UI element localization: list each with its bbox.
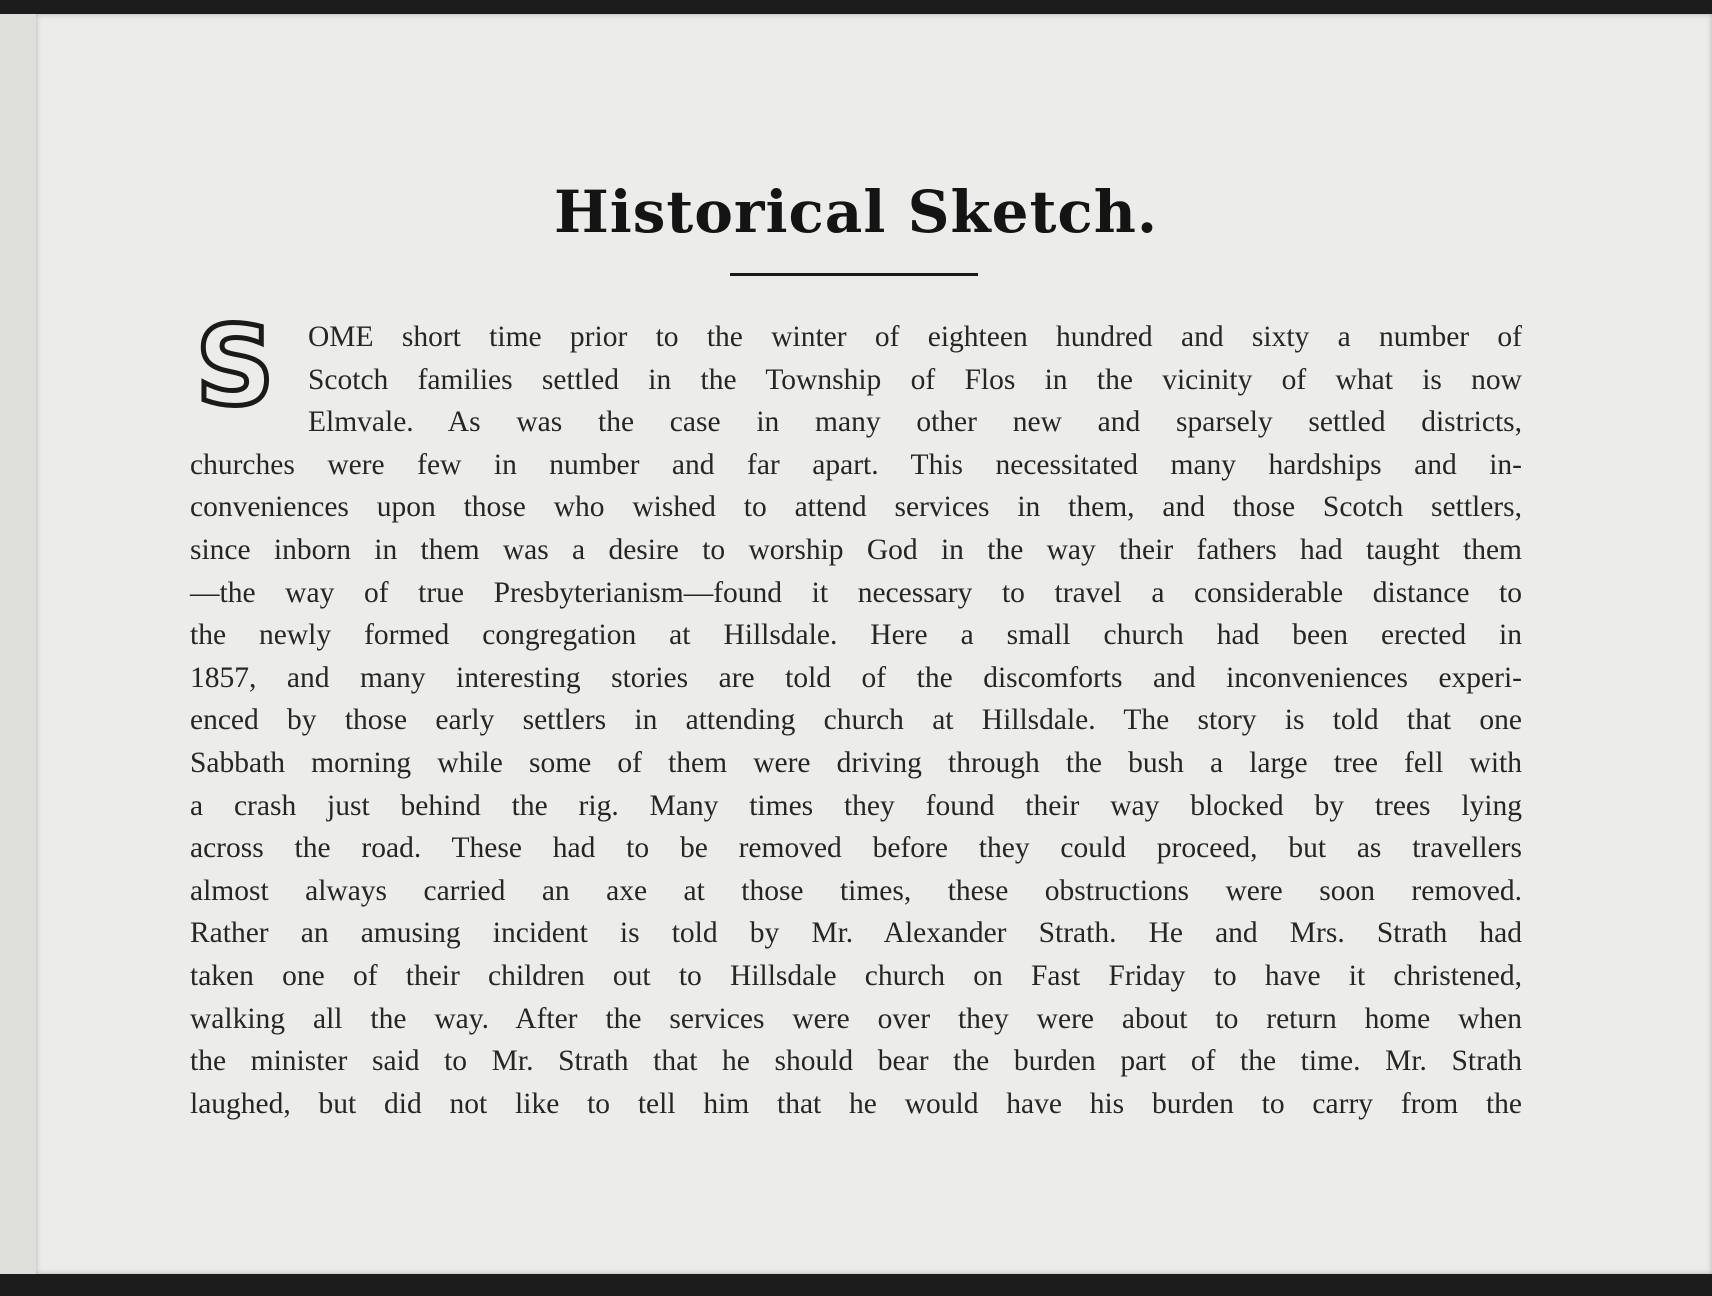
text-line: taken one of their children out to Hillsdale church on Fast Friday to have it christened, — [190, 959, 1522, 992]
text-line: walking all the way. After the services were over they were about to return home when — [190, 1002, 1522, 1035]
text-line: Scotch families settled in the Township of Flos in the vicinity of what is now — [308, 363, 1522, 396]
text-line: churches were few in number and far apart. This necessitated many hardships and in- — [190, 448, 1522, 481]
text-line: almost always carried an axe at those times, these obstructions were soon removed. — [190, 874, 1522, 907]
text-line: OME short time prior to the winter of eighteen hundred and sixty a number of — [308, 321, 1522, 353]
text-line: since inborn in them was a desire to worship God in the way their fathers had taught them — [190, 533, 1522, 566]
text-line: Sabbath morning while some of them were driving through the bush a large tree fell with — [190, 746, 1522, 779]
historical-sketch-text — [190, 316, 1522, 1125]
drop-cap-letter: S — [195, 316, 275, 416]
text-line: enced by those early settlers in attending church at Hillsdale. The story is told that one — [190, 704, 1522, 737]
text-line: laughed, but did not like to tell him that he would have his burden to carry from the — [190, 1087, 1522, 1120]
text-line: the newly formed congregation at Hillsdale. Here a small church had been erected in — [190, 619, 1522, 652]
text-line: Rather an amusing incident is told by Mr. Alexander Strath. He and Mrs. Strath had — [190, 917, 1522, 950]
text-line: conveniences upon those who wished to attend services in them, and those Scotch settlers, — [190, 491, 1522, 524]
title-underline — [730, 273, 978, 276]
text-line: the minister said to Mr. Strath that he should bear the burden part of the time. Mr. Strath — [190, 1045, 1522, 1078]
text-line: —the way of true Presbyterianism—found it necessary to travel a considerable distance to — [190, 576, 1522, 609]
text-line: 1857, and many interesting stories are told of the discomforts and inconveniences experi- — [190, 661, 1522, 694]
text-line: Elmvale. As was the case in many other new and sparsely settled districts, — [308, 406, 1522, 439]
text-line: a crash just behind the rig. Many times they found their way blocked by trees lying — [190, 789, 1522, 822]
text-line: across the road. These had to be removed before they could proceed, but as travellers — [190, 832, 1522, 865]
page-title: Historical Sketch. — [553, 178, 1159, 246]
